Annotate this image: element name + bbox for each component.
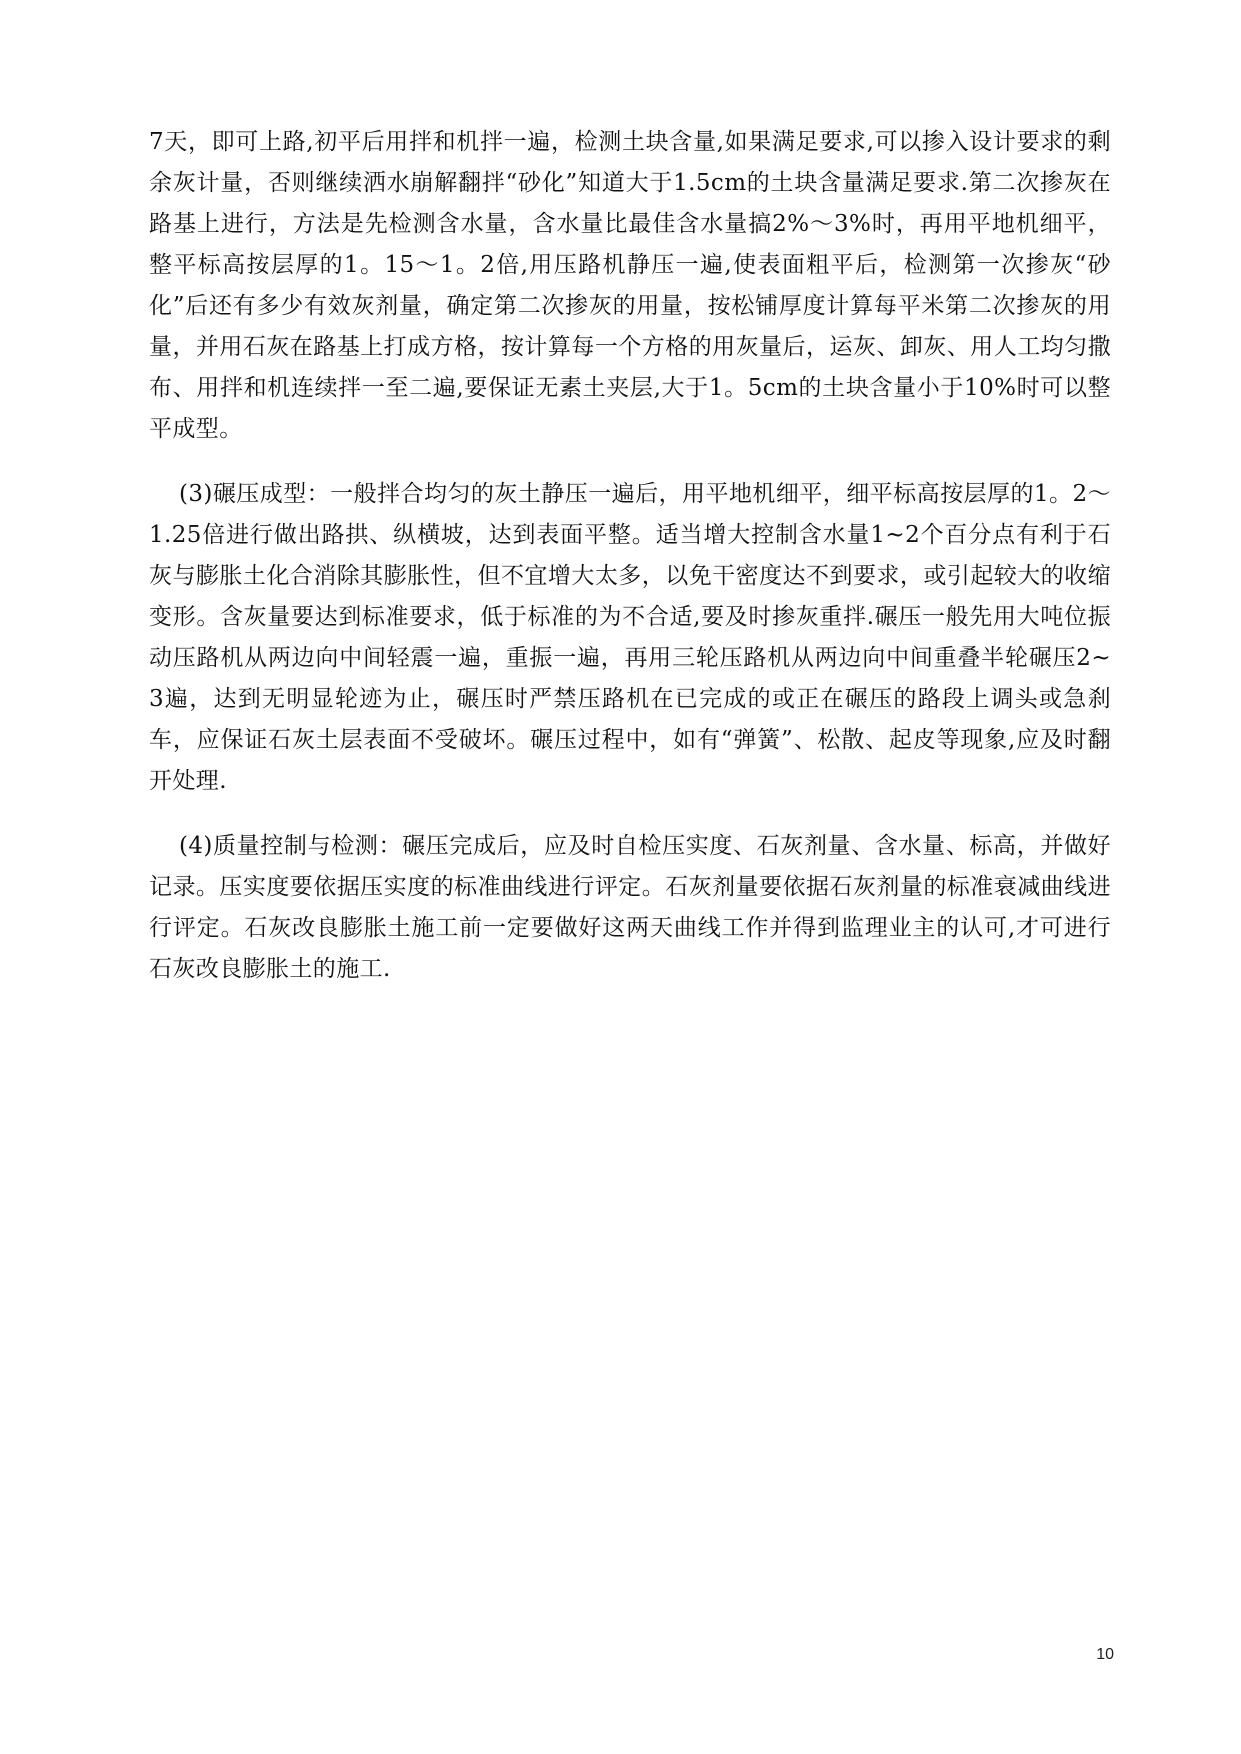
- page-number: 10: [1096, 1646, 1114, 1663]
- paragraph-quality-control: (4)质量控制与检测：碾压完成后，应及时自检压实度、石灰剂量、含水量、标高，并做好记录。压实度要依据压实度的标准曲线进行评定。石灰剂量要依据石灰剂量的标准衰减曲线进行评定。石灰改良膨胀土施工前一定要做好这两天曲线工作并得到监理业主的认可,才可进行石灰改良膨胀土的施工.: [149, 833, 1111, 982]
- document-body: [149, 122, 1111, 990]
- paragraph-lime-mixing: 7天，即可上路,初平后用拌和机拌一遍，检测土块含量,如果满足要求,可以掺入设计要求的剩余灰计量，否则继续洒水崩解翻拌“砂化”知道大于1.5cm的土块含量满足要求.第二次掺灰在路基上进行，方法是先检测含水量，含水量比最佳含水量搞2%～3%时，再用平地机细平，整平标高按层厚的1。15～1。2倍,用压路机静压一遍,使表面粗平后，检测第一次掺灰“砂化”后还有多少有效灰剂量，确定第二次掺灰的用量，按松铺厚度计算每平米第二次掺灰的用量，并用石灰在路基上打成方格，按计算每一个方格的用灰量后，运灰、卸灰、用人工均匀撒布、用拌和机连续拌一至二遍,要保证无素土夹层,大于1。5cm的土块含量小于10%时可以整平成型。: [149, 129, 1111, 442]
- paragraph-compaction: (3)碾压成型：一般拌合均匀的灰土静压一遍后，用平地机细平，细平标高按层厚的1。2～1.25倍进行做出路拱、纵横坡，达到表面平整。适当增大控制含水量1~2个百分点有利于石灰与膨胀土化合消除其膨胀性，但不宜增大太多，以免干密度达不到要求，或引起较大的收缩变形。含灰量要达到标准要求，低于标准的为不合适,要及时掺灰重拌.碾压一般先用大吨位振动压路机从两边向中间轻震一遍，重振一遍，再用三轮压路机从两边向中间重叠半轮碾压2~3遍，达到无明显轮迹为止，碾压时严禁压路机在已完成的或正在碾压的路段上调头或急刹车，应保证石灰土层表面不受破坏。碾压过程中，如有“弹簧”、松散、起皮等现象,应及时翻开处理.: [149, 481, 1111, 794]
